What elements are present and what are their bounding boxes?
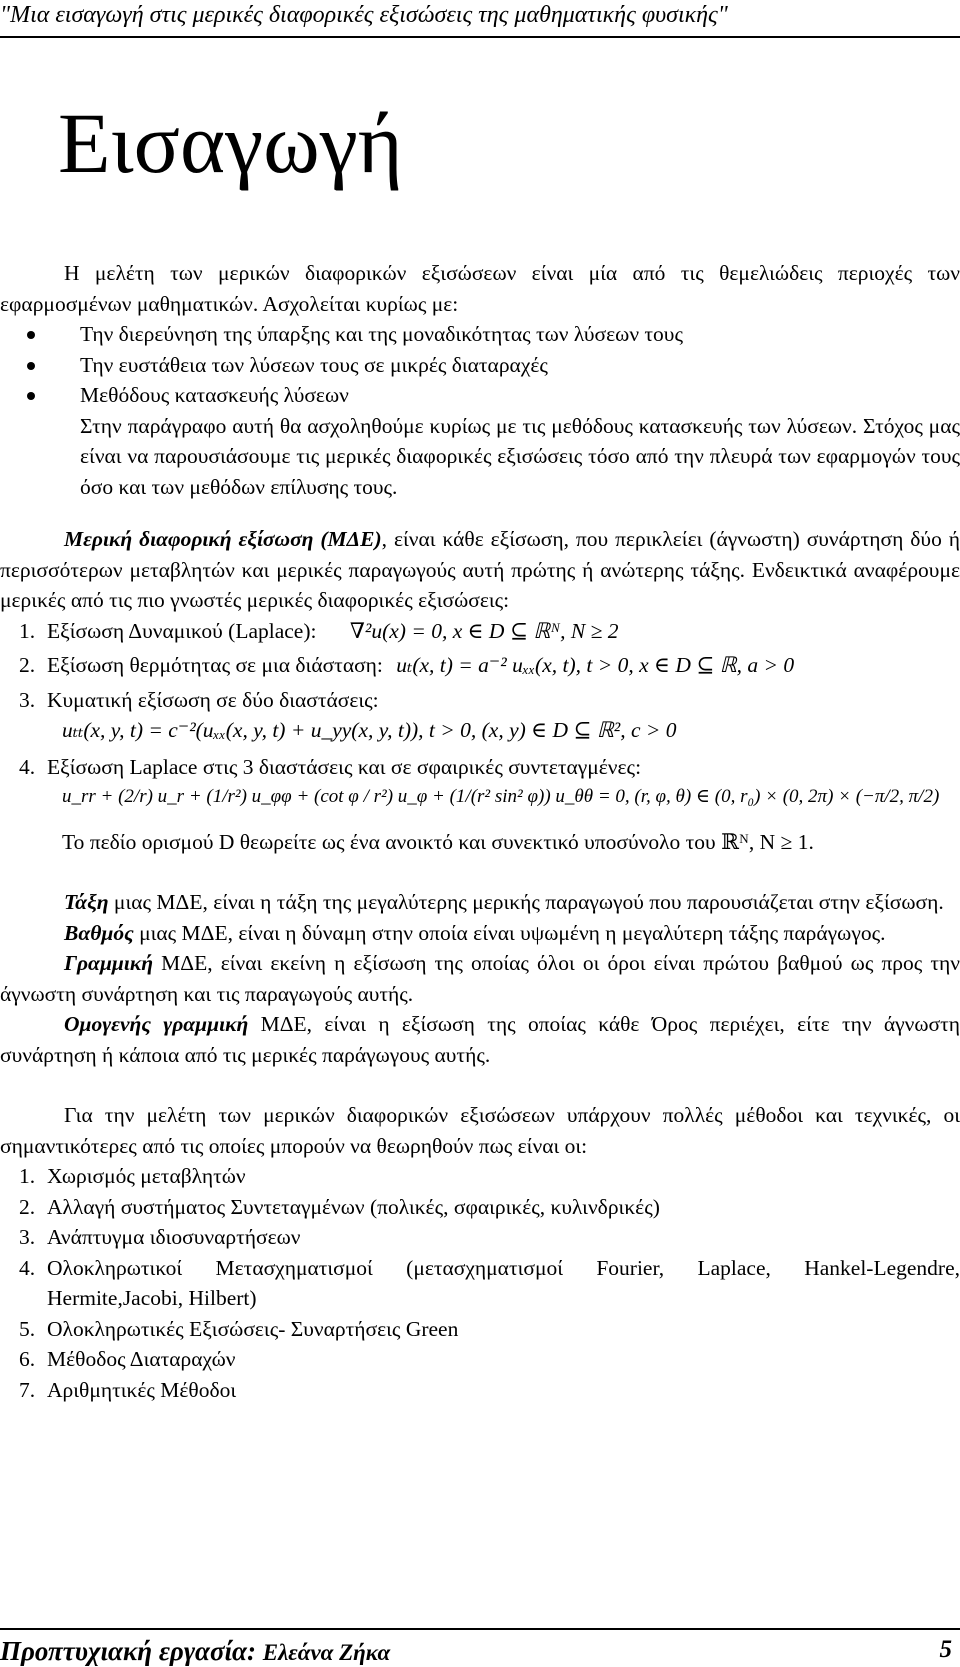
intro-paragraph-2 xyxy=(0,411,960,503)
example-formula: ∇²u(x) = 0, x ∈ D ⊆ ℝᴺ, N ≥ 2 xyxy=(349,618,619,643)
method-item xyxy=(0,1375,960,1406)
method-number: 4. xyxy=(19,1255,36,1280)
method-number: 3. xyxy=(19,1225,36,1249)
example-4-formula: u_rr + (2/r) u_r + (1/r²) u_φφ + (cot φ / r²) u_φ + (1/(r² sin² φ)) u_θθ = 0, (r, φ, θ) ∈ (0, r₀) × (0, 2π) × (−π/2, π/2) xyxy=(62,786,940,807)
method-item xyxy=(0,1161,960,1192)
method-number: 7. xyxy=(19,1377,36,1402)
example-number: 4. xyxy=(19,754,36,779)
definition-term: Ομογενής γραμμική xyxy=(64,1012,249,1036)
footer-label: Προπτυχιακή εργασία: xyxy=(0,1636,256,1666)
definition-homogeneous xyxy=(0,1009,960,1070)
example-number: 1. xyxy=(19,618,36,643)
method-text: Χωρισμός μεταβλητών xyxy=(47,1164,246,1188)
footer-author: Ελεάνα Ζήκα xyxy=(262,1640,391,1665)
pde-definition-text: , είναι κάθε εξίσωση, που περικλείει (άγνωστη) συνάρτηση δύο ή περισσότερων μεταβλητών και μερικές παραγωγούς αυτή πρώτης ή ανώτερης τάξης. Ενδεικτικά αναφέρουμε μερικές από τις πιο γνωστές μερικές διαφορικές εξισώσεις: xyxy=(0,527,960,612)
method-item xyxy=(0,1222,960,1253)
example-3-formula: uₜₜ(x, y, t) = c⁻²(uₓₓ(x, y, t) + u_yy(x, y, t)), t > 0, (x, y) ∈ D ⊆ ℝ², c > 0 xyxy=(62,718,677,742)
example-label: Εξίσωση Laplace στις 3 διαστάσεις και σε σφαιρικές συντεταγμένες: xyxy=(47,754,642,779)
method-text: Ανάπτυγμα ιδιοσυναρτήσεων xyxy=(47,1225,301,1249)
example-1 xyxy=(0,616,960,647)
definition-term: Γραμμική xyxy=(64,951,154,975)
method-number: 1. xyxy=(19,1164,36,1188)
method-text: Μέθοδος Διαταραχών xyxy=(47,1347,236,1371)
method-number: 5. xyxy=(19,1316,36,1341)
definition-term: Βαθμός xyxy=(64,920,134,945)
example-2 xyxy=(0,650,960,681)
method-text: Ολοκληρωτικές Εξισώσεις- Συναρτήσεις Green xyxy=(47,1316,459,1341)
header-rule xyxy=(0,36,960,38)
example-label: Εξίσωση Δυναμικού (Laplace): xyxy=(47,618,317,643)
pde-term: Μερική διαφορική εξίσωση (ΜΔΕ) xyxy=(64,527,382,551)
example-4 xyxy=(0,752,960,783)
methods-intro: Για την μελέτη των μερικών διαφορικών εξισώσεων υπάρχουν πολλές μέθοδοι και τεχνικές, οι σημαντικότερες από τις οποίες μπορούν να θεωρηθούν πως είναι οι: xyxy=(0,1103,960,1158)
method-item xyxy=(0,1253,960,1314)
intro-paragraph: Η μελέτη των μερικών διαφορικών εξισώσεων είναι μία από τις θεμελιώδεις περιοχές των εφαρμοσμένων μαθηματικών. Ασχολείται κυρίως με: xyxy=(0,261,960,316)
definition-term: Τάξη xyxy=(64,890,109,914)
footer-rule xyxy=(0,1628,960,1630)
document-body xyxy=(0,258,960,1405)
method-number: 2. xyxy=(19,1194,36,1219)
definition-degree xyxy=(0,918,960,949)
bullet-item: Την ευστάθεια των λύσεων τους σε μικρές διαταραχές xyxy=(0,350,960,381)
pde-definition xyxy=(0,524,960,616)
definition-text: μιας ΜΔΕ, είναι η τάξη της μεγαλύτερης μερικής παραγωγού που παρουσιάζεται στην εξίσωση. xyxy=(108,890,944,914)
definition-text: μιας ΜΔΕ, είναι η δύναμη στην οποία είναι υψωμένη η μεγαλύτερη τάξης παράγωγος. xyxy=(133,920,886,945)
method-item xyxy=(0,1344,960,1375)
method-text: Ολοκληρωτικοί Μετασχηματισμοί (μετασχηματισμοί Fourier, Laplace, Hankel-Legendre, Hermite,Jacobi, Hilbert) xyxy=(47,1255,960,1310)
example-formula: uₜ(x, t) = a⁻² uₓₓ(x, t), t > 0, x ∈ D ⊆ ℝ, a > 0 xyxy=(396,653,795,677)
bullet-item: Μεθόδους κατασκευής λύσεων xyxy=(0,380,960,411)
footer-credit xyxy=(0,1636,390,1667)
example-number: 2. xyxy=(19,653,36,677)
example-label: Εξίσωση θερμότητας σε μια διάσταση: xyxy=(47,653,383,677)
definition-linear xyxy=(0,948,960,1009)
definition-text: ΜΔΕ, είναι η εξίσωση της οποίας κάθε Όρος περιέχει, είτε την άγνωστη συνάρτηση ή κάποια από τις μερικές παράγωγους αυτής. xyxy=(0,1012,960,1067)
example-3 xyxy=(0,685,960,716)
bullet-item: Την διερεύνηση της ύπαρξης και της μοναδικότητας των λύσεων τους xyxy=(0,319,960,350)
definition-text: ΜΔΕ, είναι εκείνη η εξίσωση της οποίας όλοι οι όροι είναι πρώτου βαθμού ως προς την άγνωστη συνάρτηση και τις παραγωγούς αυτής. xyxy=(0,951,960,1006)
domain-note: Το πεδίο ορισμού D θεωρείτε ως ένα ανοικτό και συνεκτικό υποσύνολο του ℝᴺ, N ≥ 1. xyxy=(62,829,814,854)
example-label: Κυματική εξίσωση σε δύο διαστάσεις: xyxy=(47,687,379,712)
page-number: 5 xyxy=(939,1636,952,1663)
method-text: Αλλαγή συστήματος Συντεταγμένων (πολικές, σφαιρικές, κυλινδρικές) xyxy=(47,1194,660,1219)
intro-paragraph-2-text: Στην παράγραφο αυτή θα ασχοληθούμε κυρίως με τις μεθόδους κατασκευής των λύσεων. Στόχος μας είναι να παρουσιάσουμε τις μερικές διαφορικές εξισώσεις τόσο από την πλευρά των εφαρμογών τους όσο και των μεθόδων επίλυσης τους. xyxy=(80,413,960,499)
method-number: 6. xyxy=(19,1347,36,1371)
method-item xyxy=(0,1314,960,1345)
method-text: Αριθμητικές Μέθοδοι xyxy=(47,1377,237,1402)
method-item xyxy=(0,1192,960,1223)
definition-order xyxy=(0,887,960,918)
running-header: "Μια εισαγωγή στις μερικές διαφορικές εξισώσεις της μαθηματικής φυσικής" xyxy=(0,2,728,28)
example-number: 3. xyxy=(19,687,36,712)
page-title: Εισαγωγή xyxy=(58,95,403,191)
